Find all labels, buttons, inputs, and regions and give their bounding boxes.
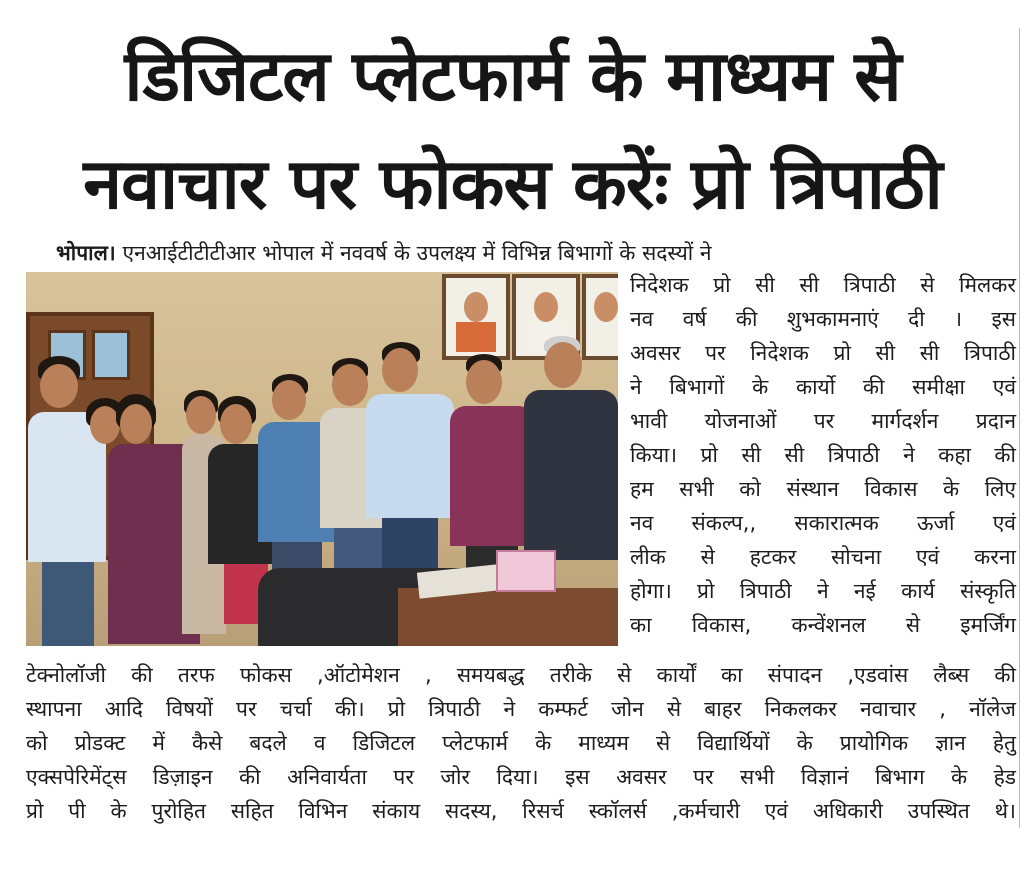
article-wrap-line: नव वर्ष की शुभकामनाएं दी । इस xyxy=(630,307,1016,331)
dateline: भोपाल। xyxy=(56,241,116,265)
article-wrap-line: किया। प्रो सी सी त्रिपाठी ने कहा की xyxy=(630,443,1016,467)
article-wrap-line: निदेशक प्रो सी सी त्रिपाठी से मिलकर xyxy=(630,273,1016,297)
article-first-line-text: एनआईटीटीटीआर भोपाल में नववर्ष के उपलक्ष्य में विभिन्न बिभागों के सदस्यों ने xyxy=(115,241,712,265)
article-wrap-line: का विकास, कन्वेंशनल से इमर्जिंग xyxy=(630,613,1016,637)
article-full-line: एक्सपेरिमेंट्स डिज़ाइन की अनिवार्यता पर जोर दिया। इस अवसर पर सभी विज्ञानं बिभाग के हेड xyxy=(26,765,1016,789)
article-wrap-line: होगा। प्रो त्रिपाठी ने नई कार्य संस्कृति xyxy=(630,579,1016,603)
article-wrap-line: लीक से हटकर सोचना एवं करना xyxy=(630,545,1016,569)
portrait-frame xyxy=(582,274,618,360)
article-full-line: स्थापना आदि विषयों पर चर्चा की। प्रो त्रिपाठी ने कम्फर्ट जोन से बाहर निकलकर नवाचार , नॉलेज xyxy=(26,697,1016,721)
portrait-frame xyxy=(442,274,510,360)
column-rule xyxy=(1019,28,1020,828)
article-wrap-line: भावी योजनाओं पर मार्गदर्शन प्रदान xyxy=(630,409,1016,433)
article-wrap-line: हम सभी को संस्थान विकास के लिए xyxy=(630,477,1016,501)
gift-box xyxy=(496,550,556,592)
headline-line-2: नवाचार पर फोकस करेंः प्रो त्रिपाठी xyxy=(83,143,942,225)
article-full-line: टेक्नोलॉजी की तरफ फोकस ,ऑटोमेशन , समयबद्ध तरीके से कार्यों का संपादन ,एडवांस लैब्स की xyxy=(26,663,1016,687)
article-wrap-line: नव संकल्प,, सकारात्मक ऊर्जा एवं xyxy=(630,511,1016,535)
article-wrap-line: ने बिभागों के कार्यो की समीक्षा एवं xyxy=(630,375,1016,399)
article-wrap-line: अवसर पर निदेशक प्रो सी सी त्रिपाठी xyxy=(630,341,1016,365)
headline-line-1: डिजिटल प्लेटफार्म के माध्यम से xyxy=(124,35,901,117)
article-first-line xyxy=(56,236,1016,270)
article-full-line: प्रो पी के पुरोहित सहित विभिन संकाय सदस्य, रिसर्च स्कॉलर्स ,कर्मचारी एवं अधिकारी उपस्थित थे। xyxy=(26,799,1016,823)
article-full-line: को प्रोडक्ट में कैसे बदले व डिजिटल प्लेटफार्म के माध्यम से विद्यार्थियों के प्रायोगिक ज्ञान हेतु xyxy=(26,731,1016,755)
group-photo xyxy=(26,272,618,646)
